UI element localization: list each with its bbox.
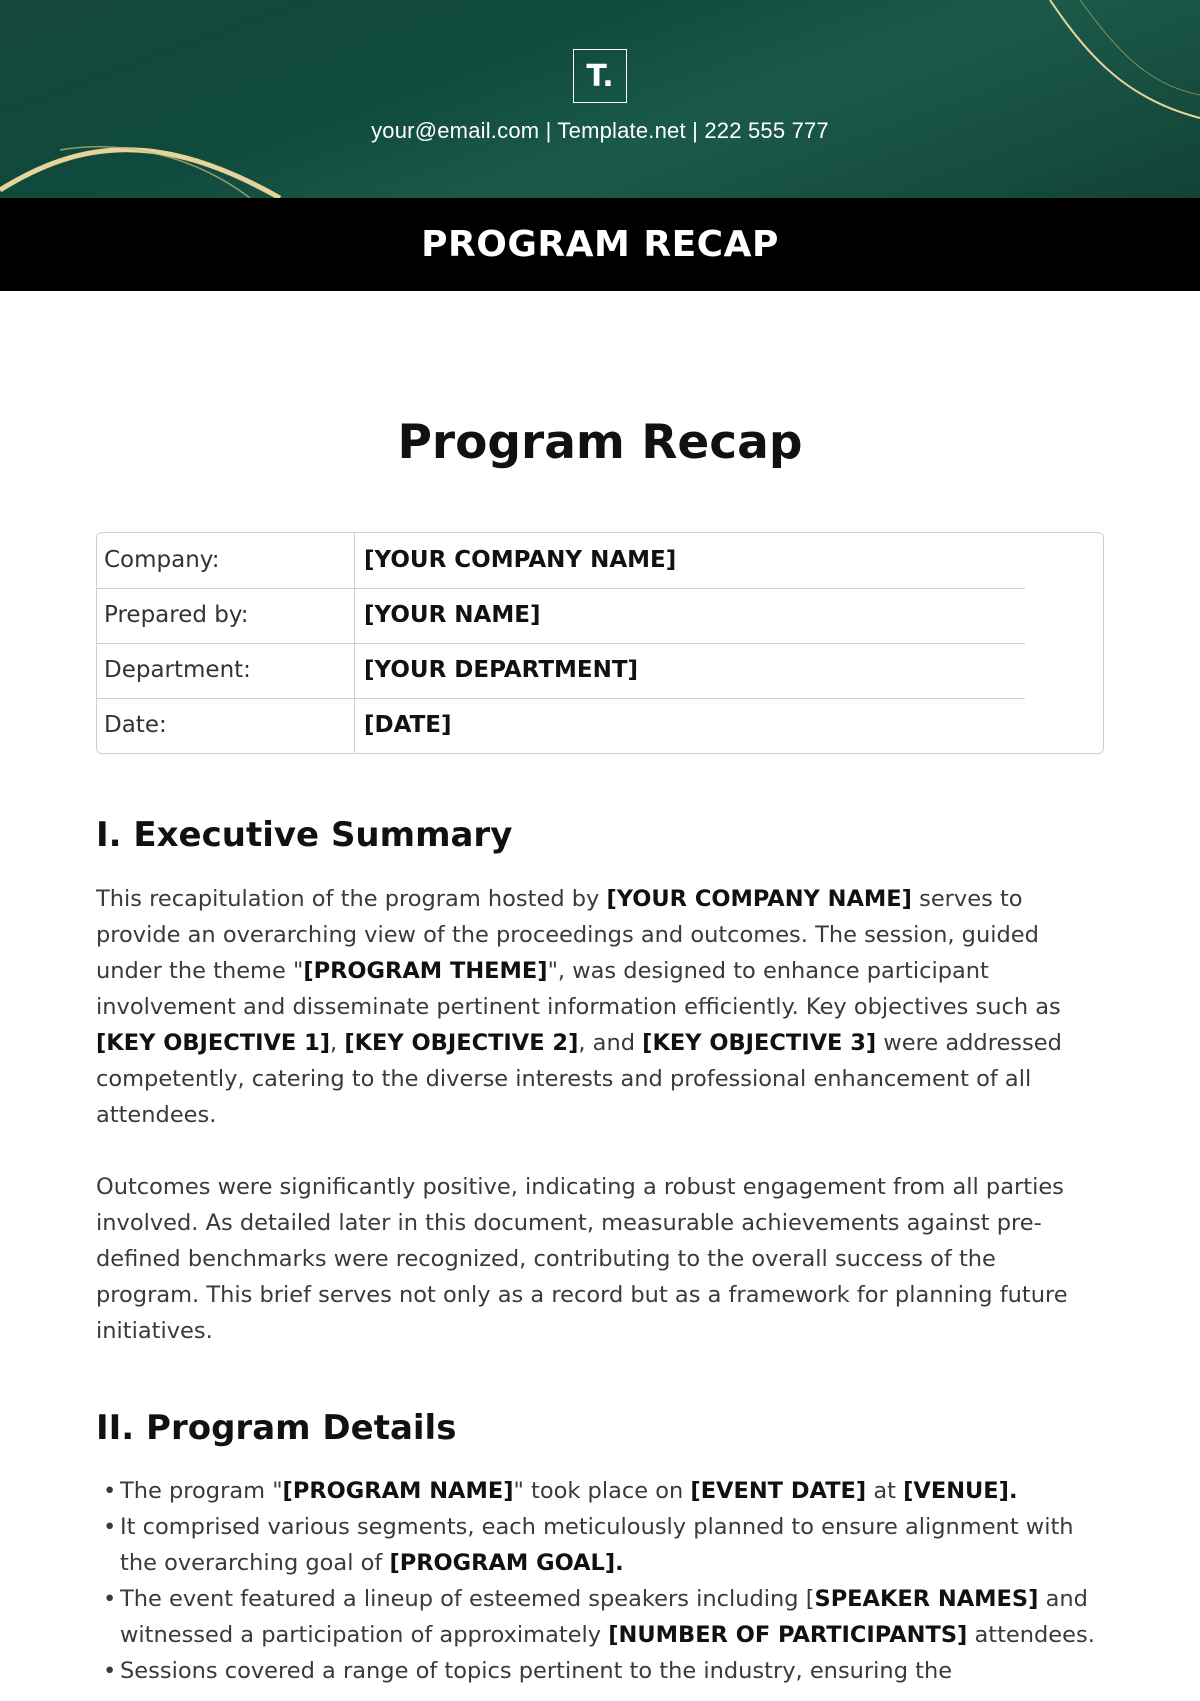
info-row-date [97, 698, 1105, 753]
placeholder-program-name: [PROGRAM NAME] [282, 1478, 514, 1504]
list-item [103, 1653, 1103, 1689]
text-run: " took place on [513, 1478, 691, 1504]
placeholder-event-date: [EVENT DATE] [690, 1478, 867, 1504]
text-run: Sessions covered a range of topics pertinent to the industry, ensuring the [120, 1658, 953, 1684]
placeholder-company-name: [YOUR COMPANY NAME] [606, 886, 912, 912]
info-label: Department: [104, 657, 251, 683]
text-run: , [330, 1030, 345, 1056]
text-run: , and [578, 1030, 643, 1056]
header-banner [0, 0, 1200, 198]
placeholder-key-objective-3: [KEY OBJECTIVE 3] [642, 1030, 877, 1056]
placeholder-program-goal: [PROGRAM GOAL]. [389, 1550, 624, 1576]
text-run: attendees. [967, 1622, 1095, 1648]
info-row-department [97, 643, 1105, 698]
text-run: were addressed competently, catering to the diverse interests and professional enhancement of all attendees. [96, 1030, 1062, 1128]
title-band [0, 198, 1200, 291]
info-row-prepared-by [97, 588, 1105, 643]
logo-text: T. [586, 58, 614, 94]
text-run: ", was designed to enhance participant involvement and disseminate pertinent information efficiently. Key objectives such as [96, 958, 1061, 1020]
text-run: serves to provide an overarching view of the proceedings and outcomes. The session, guided under the theme " [96, 886, 1039, 984]
info-label: Date: [104, 712, 167, 738]
list-item [103, 1509, 1103, 1581]
executive-summary-paragraph-1 [96, 881, 1096, 1133]
info-table [96, 532, 1104, 754]
placeholder-key-objective-1: [KEY OBJECTIVE 1] [96, 1030, 331, 1056]
info-value: [YOUR NAME] [364, 602, 541, 628]
list-item [103, 1581, 1103, 1653]
placeholder-program-theme: [PROGRAM THEME] [303, 958, 548, 984]
text-run: at [866, 1478, 904, 1504]
info-label: Prepared by: [104, 602, 249, 628]
list-item [103, 1473, 1103, 1509]
placeholder-speaker-names: SPEAKER NAMES] [814, 1586, 1039, 1612]
band-title: PROGRAM RECAP [421, 224, 779, 265]
contact-line: your@email.com | Template.net | 222 555 777 [371, 118, 829, 143]
program-details-list [103, 1473, 1103, 1689]
logo [573, 49, 627, 103]
executive-summary-paragraph-2: Outcomes were significantly positive, indicating a robust engagement from all parties involved. As detailed later in this document, measurable achievements against pre-defined benchmarks were recognized, contributing to the overall success of the program. This brief serves not only as a record but as a framework for planning future initiatives. [96, 1174, 1068, 1344]
text-run: The event featured a lineup of esteemed speakers including [ [120, 1586, 815, 1612]
info-value: [DATE] [364, 712, 452, 738]
placeholder-number-of-participants: [NUMBER OF PARTICIPANTS] [608, 1622, 968, 1648]
info-row-company [97, 533, 1105, 588]
section-heading-program-details: II. Program Details [96, 1408, 457, 1448]
section-heading-executive-summary: I. Executive Summary [96, 815, 513, 855]
placeholder-key-objective-2: [KEY OBJECTIVE 2] [344, 1030, 579, 1056]
text-run: and witnessed a participation of approximately [120, 1586, 1088, 1648]
placeholder-venue: [VENUE]. [903, 1478, 1018, 1504]
info-label: Company: [104, 547, 220, 573]
info-value: [YOUR DEPARTMENT] [364, 657, 639, 683]
document-title: Program Recap [397, 415, 803, 470]
info-value: [YOUR COMPANY NAME] [364, 547, 677, 573]
text-run: The program " [120, 1478, 283, 1504]
text-run: This recapitulation of the program hosted by [96, 886, 607, 912]
text-run: It comprised various segments, each meticulously planned to ensure alignment with the overarching goal of [120, 1514, 1074, 1576]
